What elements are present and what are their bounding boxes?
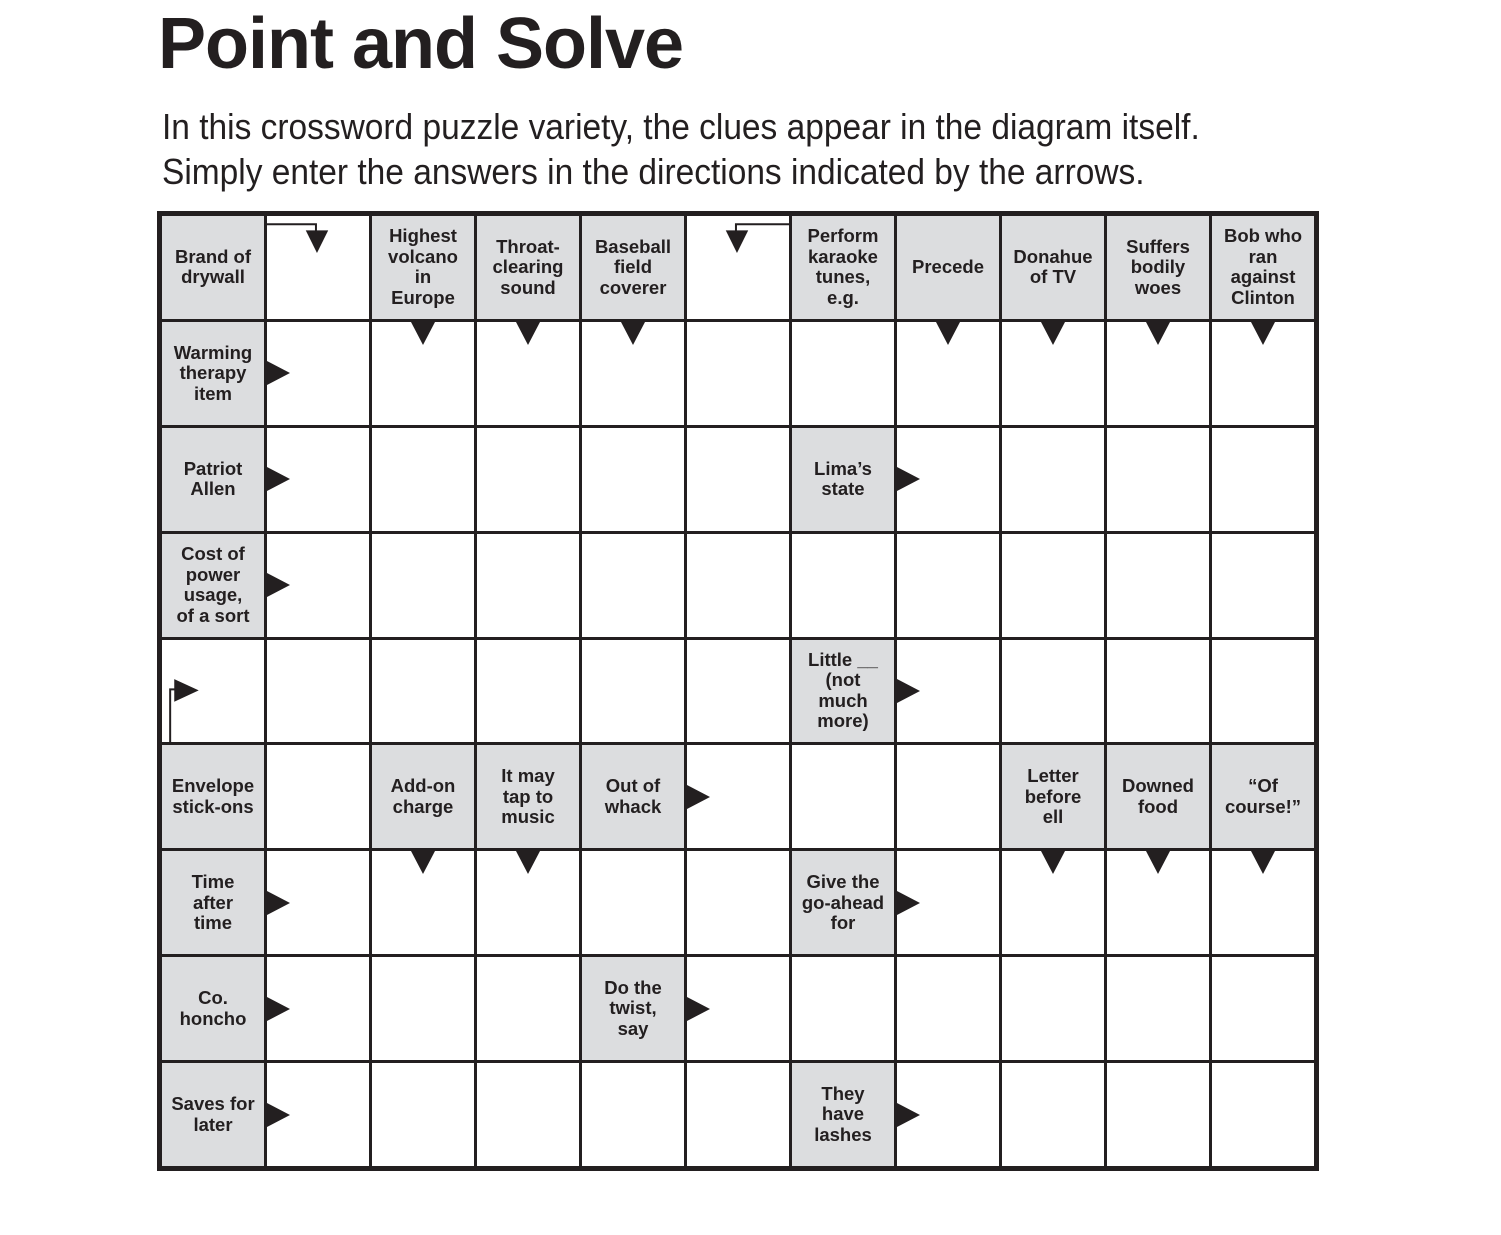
clue-text: Saves for later <box>171 1093 255 1135</box>
arrow-right-icon <box>267 891 290 915</box>
clue-cell <box>1002 216 1104 319</box>
clue-text: It may tap to music <box>501 765 555 828</box>
arrow-right-icon <box>897 679 920 703</box>
arrow-down-icon <box>621 322 645 345</box>
answer-cell[interactable] <box>1212 1063 1314 1166</box>
answer-cell[interactable] <box>1107 428 1209 531</box>
arrow-down-icon <box>1146 851 1170 874</box>
answer-cell[interactable] <box>792 534 894 637</box>
answer-cell[interactable] <box>477 1063 579 1166</box>
arrow-right-icon <box>267 467 290 491</box>
clue-text: Downed food <box>1122 775 1194 817</box>
arrow-right-icon <box>897 1103 920 1127</box>
clue-text: Baseball field coverer <box>594 235 672 298</box>
clue-cell <box>162 745 264 848</box>
arrow-right-icon <box>267 361 290 385</box>
clue-cell <box>792 851 894 954</box>
answer-cell[interactable] <box>1107 1063 1209 1166</box>
bent-arrow-icon <box>687 216 789 319</box>
clue-cell <box>477 216 579 319</box>
arrow-down-icon <box>1146 322 1170 345</box>
answer-cell[interactable] <box>477 957 579 1060</box>
instructions-line-2: Simply enter the answers in the directions indicated by the arrows. <box>162 151 1145 192</box>
answer-cell[interactable] <box>687 534 789 637</box>
arrow-right-icon <box>897 467 920 491</box>
clue-cell <box>1212 745 1314 848</box>
answer-cell[interactable] <box>1002 957 1104 1060</box>
arrow-down-icon <box>411 322 435 345</box>
answer-cell[interactable] <box>477 428 579 531</box>
answer-cell[interactable] <box>162 640 264 743</box>
arrow-right-icon <box>267 573 290 597</box>
answer-cell[interactable] <box>582 851 684 954</box>
answer-cell[interactable] <box>582 534 684 637</box>
answer-cell[interactable] <box>687 851 789 954</box>
answer-cell[interactable] <box>267 745 369 848</box>
clue-text: Co. honcho <box>179 987 247 1029</box>
clue-cell <box>1107 216 1209 319</box>
answer-cell[interactable] <box>372 957 474 1060</box>
answer-cell[interactable] <box>372 640 474 743</box>
clue-cell <box>792 216 894 319</box>
arrow-right-icon <box>687 997 710 1021</box>
answer-cell[interactable] <box>687 322 789 425</box>
page-title: Point and Solve <box>158 4 684 84</box>
clue-text: Cost of power usage, of a sort <box>176 543 250 626</box>
answer-cell[interactable] <box>477 640 579 743</box>
clue-text: Patriot Allen <box>183 457 243 500</box>
answer-cell[interactable] <box>687 216 789 319</box>
arrow-down-icon <box>516 851 540 874</box>
answer-cell[interactable] <box>792 745 894 848</box>
answer-cell[interactable] <box>1002 534 1104 637</box>
clue-cell <box>162 1063 264 1166</box>
answer-cell[interactable] <box>582 640 684 743</box>
answer-cell[interactable] <box>582 428 684 531</box>
instructions-line-1: In this crossword puzzle variety, the clues appear in the diagram itself. <box>162 106 1200 147</box>
answer-cell[interactable] <box>372 534 474 637</box>
clue-text: Letter before ell <box>1024 765 1082 828</box>
answer-cell[interactable] <box>792 322 894 425</box>
clue-cell <box>162 428 264 531</box>
answer-cell[interactable] <box>1107 640 1209 743</box>
clue-text: Out of whack <box>604 775 662 817</box>
clue-text: Bob who ran against Clinton <box>1223 225 1303 308</box>
clue-cell <box>792 428 894 531</box>
arrow-down-icon <box>411 851 435 874</box>
answer-cell[interactable] <box>1107 534 1209 637</box>
arrow-right-icon <box>267 997 290 1021</box>
answer-cell[interactable] <box>1212 428 1314 531</box>
arrow-down-icon <box>1251 851 1275 874</box>
arrow-right-icon <box>687 785 710 809</box>
arrow-right-icon <box>897 891 920 915</box>
clue-cell <box>1002 745 1104 848</box>
clue-cell <box>162 851 264 954</box>
clue-cell <box>582 957 684 1060</box>
answer-cell[interactable] <box>1107 957 1209 1060</box>
crossword-grid <box>157 211 1319 1171</box>
answer-cell[interactable] <box>582 1063 684 1166</box>
bent-arrow-icon <box>267 216 369 319</box>
clue-cell <box>792 1063 894 1166</box>
clue-text: They have lashes <box>814 1082 872 1145</box>
clue-text: Add-on charge <box>390 775 456 817</box>
clue-text: Donahue of TV <box>1013 245 1093 288</box>
clue-cell <box>1212 216 1314 319</box>
answer-cell[interactable] <box>897 745 999 848</box>
answer-cell[interactable] <box>687 640 789 743</box>
answer-cell[interactable] <box>1212 534 1314 637</box>
answer-cell[interactable] <box>897 534 999 637</box>
answer-cell[interactable] <box>1002 428 1104 531</box>
arrow-down-icon <box>1251 322 1275 345</box>
clue-text: Warming therapy item <box>173 341 253 404</box>
arrow-down-icon <box>516 322 540 345</box>
clue-text: Envelope stick-ons <box>171 775 255 817</box>
clue-cell <box>792 640 894 743</box>
answer-cell[interactable] <box>267 640 369 743</box>
clue-cell <box>162 322 264 425</box>
clue-cell <box>372 216 474 319</box>
arrow-right-icon <box>267 1103 290 1127</box>
answer-cell[interactable] <box>1002 1063 1104 1166</box>
answer-cell[interactable] <box>372 428 474 531</box>
answer-cell[interactable] <box>1212 957 1314 1060</box>
clue-text: Lima’s state <box>814 457 872 500</box>
clue-text: Do the twist, say <box>604 976 662 1039</box>
answer-cell[interactable] <box>897 957 999 1060</box>
answer-cell[interactable] <box>687 428 789 531</box>
clue-cell <box>477 745 579 848</box>
answer-cell[interactable] <box>687 1063 789 1166</box>
clue-cell <box>162 534 264 637</box>
answer-cell[interactable] <box>1212 640 1314 743</box>
clue-text: Highest volcano in Europe <box>388 225 458 308</box>
clue-cell <box>1107 745 1209 848</box>
clue-cell <box>582 216 684 319</box>
clue-cell <box>372 745 474 848</box>
answer-cell[interactable] <box>267 216 369 319</box>
clue-text: Time after time <box>191 871 235 934</box>
answer-cell[interactable] <box>372 1063 474 1166</box>
arrow-down-icon <box>1041 851 1065 874</box>
clue-text: Precede <box>912 256 984 278</box>
answer-cell[interactable] <box>1002 640 1104 743</box>
clue-cell <box>162 216 264 319</box>
clue-text: Perform karaoke tunes, e.g. <box>807 225 879 308</box>
answer-cell[interactable] <box>477 534 579 637</box>
answer-cell[interactable] <box>792 957 894 1060</box>
clue-text: Brand of drywall <box>174 245 252 288</box>
arrow-down-icon <box>1041 322 1065 345</box>
clue-cell <box>162 957 264 1060</box>
clue-text: Throat- clearing sound <box>492 235 564 298</box>
clue-text: Suffers bodily woes <box>1126 235 1190 298</box>
bent-arrow-icon <box>162 640 264 743</box>
clue-text: Give the go-ahead for <box>801 871 885 934</box>
clue-text: “Of course!” <box>1224 775 1302 817</box>
instructions <box>162 104 1278 194</box>
arrow-down-icon <box>936 322 960 345</box>
clue-cell <box>897 216 999 319</box>
clue-cell <box>582 745 684 848</box>
clue-text: Little __ (not much more) <box>808 648 878 732</box>
